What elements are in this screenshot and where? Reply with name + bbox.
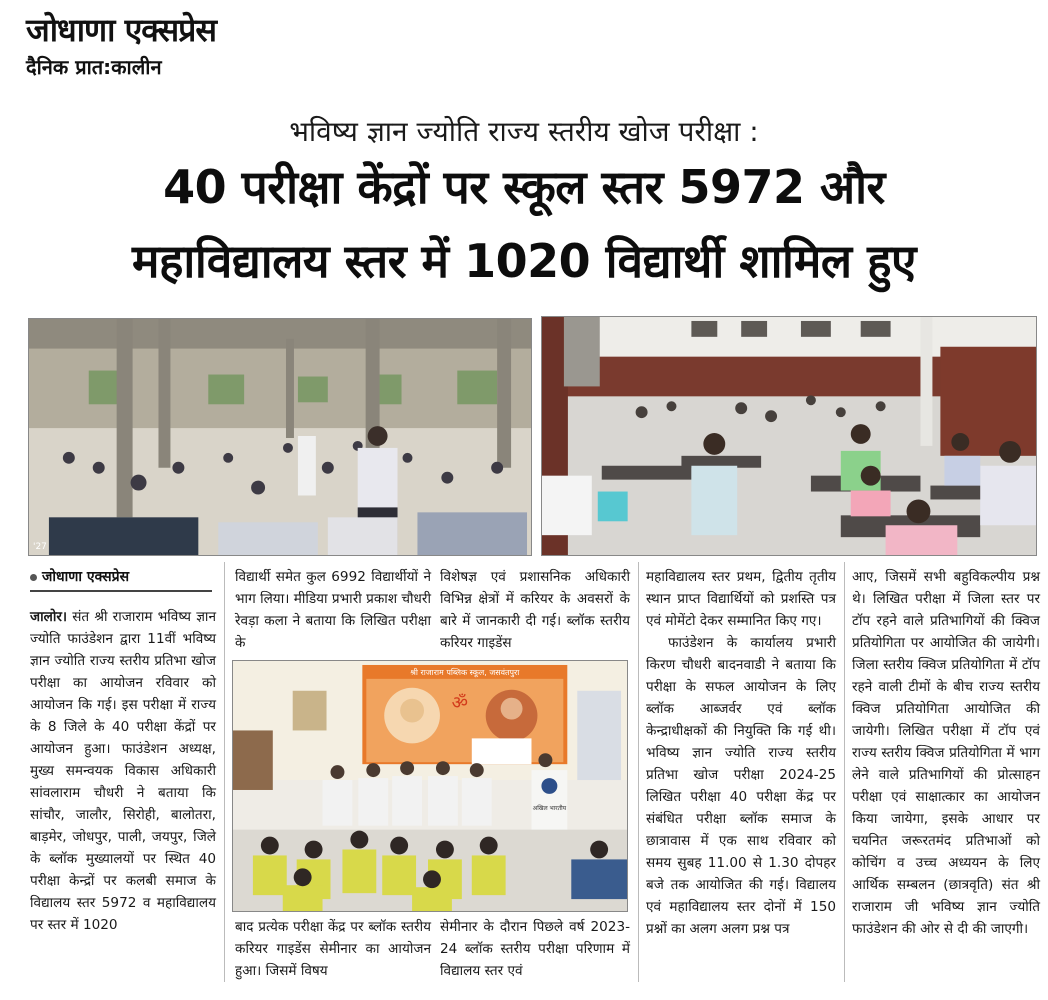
article-column-3-top: विशेषज्ञ एवं प्रशासनिक अधिकारी विभिन्न क्षेत्रों में करियर के अवसरों के बारे में जानकारी दी गई। ब्लॉक स्तरीय करियर गाइडेंस bbox=[440, 569, 630, 651]
article-column-5: आए, जिसमें सभी बहुविकल्पीय प्रश्न थे। लिखित परीक्षा में जिला स्तर पर टॉप रहने वाले प्रतिभागियों की क्विज प्रतियोगिता पर आयोजित की जायेगी। जिला स्तरीय क्विज प्रतियोगिता में टॉप रहने वाली टीमों के बीच राज्य स्तरीय क्विज प्रतियोगिता आयोजित की जायेगी। लिखित परीक्षा में टॉप एवं राज्य स्तरीय क्विज प्रतियोगिता में भाग लेने वाले प्रतिभागियों की प्रोत्साहन परीक्षा एवं साक्षात्कार का आयोजन किया जायेगा, इसके आधार पर चयनित जरूरतमंद प्रतिभाओं को कोचिंग व उच्च अध्ययन के लिए आर्थिक सम्बलन (छात्रवृति) संत श्री राजाराम जी भविष्य ज्ञान ज्योति फाउंडेशन की ओर से दी की जाएगी। bbox=[852, 569, 1040, 937]
column-divider bbox=[638, 562, 639, 982]
article-column-2-bottom: बाद प्रत्येक परीक्षा केंद्र पर ब्लॉक स्तरीय करियर गाइडेंस सेमीनार का आयोजन हुआ। जिसमें विषय bbox=[235, 919, 431, 979]
column-4-paragraph-2: फाउंडेशन के कार्यालय प्रभारी किरण चौधरी बादनवाडी ने बताया कि परीक्षा के सफल आयोजन के लिए ब्लॉक आब्जर्वर एवं ब्लॉक केन्द्राधीक्षकों की नियुक्ति कि गई थी। भविष्य ज्ञान ज्योति राज्य स्तरीय प्रतिभा खोज परीक्षा 2024-25 लिखित परीक्षा 40 परीक्षा केंद्र पर संबंधित परीक्षा ब्लॉक समाज के छात्रावास में एक साथ रविवार को समय सुबह 11.00 से 1.30 दोपहर बजे तक आयोजित की गई। विद्यालय एवं महाविद्यालय स्तर दोनों में 150 प्रश्नों का अलग अलग प्रश्न पत्र bbox=[646, 635, 836, 937]
photo-career-seminar bbox=[232, 660, 628, 912]
byline-text: जोधाणा एक्सप्रेस bbox=[42, 569, 130, 585]
column-divider bbox=[844, 562, 845, 982]
photo-exam-hall bbox=[28, 318, 532, 556]
newspaper-tagline: दैनिक प्रात:कालीन bbox=[26, 55, 162, 79]
article-column-4 bbox=[646, 566, 836, 940]
byline bbox=[30, 567, 212, 586]
column-4-paragraph-1: महाविद्यालय स्तर प्रथम, द्वितीय तृतीय स्थान प्राप्त विद्यार्थियों को प्रशस्ति पत्र एवं मोमेंटो देकर सम्मानित किए गए। bbox=[646, 569, 836, 629]
column-divider bbox=[224, 562, 225, 982]
article-column-3-bottom: सेमीनार के दौरान पिछले वर्ष 2023-24 ब्लॉक स्तरीय परीक्षा परिणाम में विद्यालय स्तर एवं bbox=[440, 919, 630, 979]
bullet-icon bbox=[30, 574, 37, 581]
dateline: जालोर। bbox=[30, 609, 68, 625]
masthead bbox=[26, 8, 216, 80]
podium-text: अखिल भारतीय bbox=[532, 804, 567, 812]
article-column-1 bbox=[30, 606, 216, 936]
headline-line-1: 40 परीक्षा केंद्रों पर स्कूल स्तर 5972 और bbox=[163, 160, 885, 214]
headline-line-2: महाविद्यालय स्तर में 1020 विद्यार्थी शामिल हुए bbox=[131, 234, 916, 288]
article-column-2-top: विद्यार्थी समेत कुल 6992 विद्यार्थीयों ने भाग लिया। मीडिया प्रभारी प्रकाश चौधरी रेवड़ा कला ने बताया कि लिखित परीक्षा के bbox=[235, 569, 431, 651]
article-headline bbox=[0, 150, 1048, 298]
newspaper-name: जोधाणा एक्सप्रेस bbox=[26, 11, 216, 49]
photo-students-on-mats bbox=[541, 316, 1037, 556]
byline-rule bbox=[30, 590, 212, 592]
column-1-text: संत श्री राजाराम भविष्य ज्ञान ज्योति फाउंडेशन द्वारा 11वीं भविष्य ज्ञान ज्योति राज्य स्तरीय प्रतिभा खोज परीक्षा का आयोजन रविवार को आयोजन कि गई। इस परीक्षा में राज्य के 8 जिले के 40 परीक्षा केंद्रों पर आयोजन हुआ। फाउंडेशन अध्यक्ष, मुख्य समन्वयक विकास अधिकारी सांवलाराम चौधरी ने बताया कि सांचौर, जालौर, सिरोही, बालोतरा, बाड़मेर, जोधपुर, पाली, जयपुर, जिले के ब्लॉक मुख्यालयों पर स्थित 40 परीक्षा केन्द्रों पर कलबी समाज के विद्यालय स्तर 5972 व महाविद्यालय पर स्तर में 1020 bbox=[30, 609, 216, 933]
om-symbol: ॐ bbox=[451, 692, 469, 714]
article-kicker: भविष्य ज्ञान ज्योति राज्य स्तरीय खोज परीक्षा : bbox=[289, 115, 759, 148]
photo-frame-mark: '27 bbox=[32, 542, 47, 553]
seminar-banner-text: श्री राजाराम पब्लिक स्कूल, जसवंतपुरा bbox=[410, 667, 520, 677]
